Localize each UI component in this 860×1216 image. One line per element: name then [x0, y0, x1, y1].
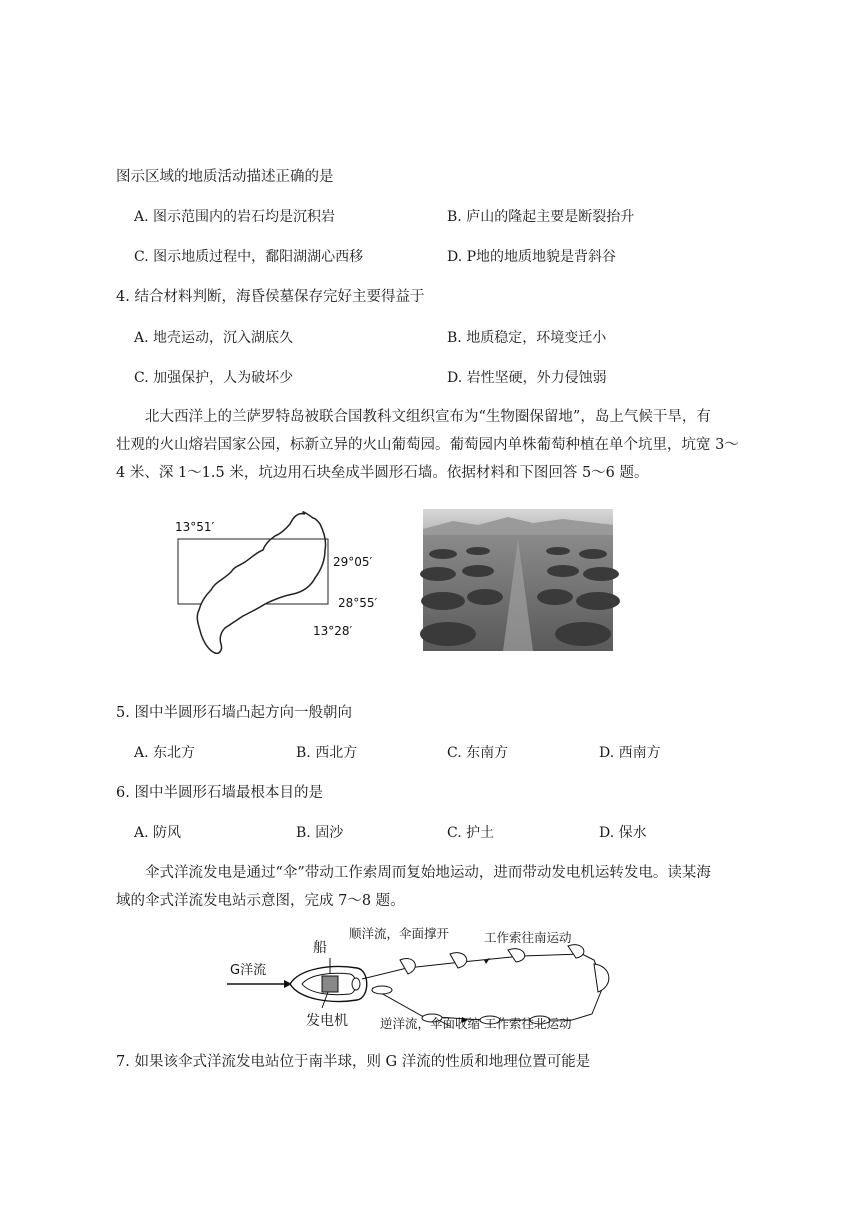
q4-option-d: D. 岩性坚硬，外力侵蚀弱 — [447, 370, 607, 386]
passage2-line-1: 伞式洋流发电是通过“伞”带动工作索周而复始地运动，进而带动发电机运转发电。读某海 — [145, 865, 711, 881]
q6-option-a: A. 防风 — [134, 825, 182, 841]
current-label: G洋流 — [230, 963, 267, 978]
map-lat-top: 29°05′ — [333, 555, 373, 569]
passage1-line-1: 北大西洋上的兰萨罗特岛被联合国教科文组织宣布为“生物圈保留地”，岛上气候干旱，有 — [145, 409, 711, 425]
island-map — [165, 500, 378, 670]
q6-option-c: C. 护土 — [447, 825, 495, 841]
q4-option-b: B. 地质稳定，环境变迁小 — [447, 330, 607, 346]
island-outline — [197, 512, 325, 653]
question-3-stem: 图示区域的地质活动描述正确的是 — [116, 169, 334, 185]
q6-option-d: D. 保水 — [599, 825, 647, 841]
upper-label: 顺洋流，伞面撑开 — [349, 926, 450, 941]
question-6-stem: 6. 图中半圆形石墙最根本目的是 — [116, 785, 323, 801]
open-umbrellas — [400, 945, 609, 992]
ocean-current-diagram — [222, 924, 622, 1034]
upper-right-label: 工作索往南运动 — [484, 930, 572, 945]
lower-right-label: 工作索往北运动 — [484, 1016, 572, 1031]
q3-option-c: C. 图示地质过程中，鄱阳湖湖心西移 — [134, 249, 364, 265]
passage2-line-2: 域的伞式洋流发电站示意图，完成 7～8 题。 — [116, 893, 405, 909]
q5-option-c: C. 东南方 — [447, 745, 509, 761]
passage1-line-3: 4 米、深 1～1.5 米，坑边用石块垒成半圆形石墙。依据材料和下图回答 5～6 题。 — [116, 465, 649, 481]
map-lon-left: 13°51′ — [175, 520, 215, 534]
q4-option-a: A. 地壳运动，沉入湖底久 — [134, 330, 294, 346]
vineyard-photo — [423, 509, 613, 651]
map-lat-bottom: 28°55′ — [338, 596, 378, 610]
generator-box — [322, 976, 338, 992]
q6-option-b: B. 固沙 — [296, 825, 344, 841]
q3-option-a: A. 图示范围内的岩石均是沉积岩 — [134, 209, 336, 225]
passage1-line-2: 壮观的火山熔岩国家公园，标新立异的火山葡萄园。葡萄园内单株葡萄种植在单个坑里，坑宽 3～ — [116, 437, 739, 453]
map-lon-right: 13°28′ — [313, 624, 353, 638]
lower-label: 逆洋流，伞面收缩 — [380, 1016, 481, 1031]
question-7-stem: 7. 如果该伞式洋流发电站位于南半球，则 G 洋流的性质和地理位置可能是 — [116, 1054, 591, 1070]
q3-option-b: B. 庐山的隆起主要是断裂抬升 — [447, 209, 635, 225]
q4-option-c: C. 加强保护，人为破坏少 — [134, 370, 294, 386]
question-5-stem: 5. 图中半圆形石墙凸起方向一般朝向 — [116, 705, 352, 721]
q5-option-a: A. 东北方 — [134, 745, 196, 761]
vineyard-image — [423, 509, 613, 651]
q5-option-b: B. 西北方 — [296, 745, 358, 761]
ship-label: 船 — [313, 940, 327, 956]
q5-option-d: D. 西南方 — [599, 745, 661, 761]
q3-option-d: D. P地的地质地貌是背斜谷 — [447, 249, 617, 265]
generator-label: 发电机 — [306, 1013, 348, 1029]
question-4-stem: 4. 结合材料判断，海昏侯墓保存完好主要得益于 — [116, 289, 425, 305]
